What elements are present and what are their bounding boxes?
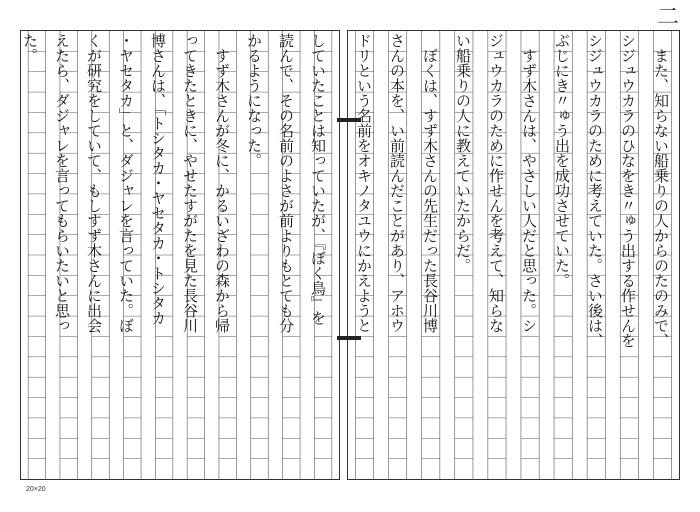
text-column: た。: [21, 33, 39, 63]
text-column: さんの本を、い前読んだことがあり、アホウ: [388, 33, 406, 333]
text-column: ぼくは、すず木さんの先生だった長谷川博: [421, 33, 439, 333]
grid-size-label: 20×20: [26, 486, 46, 493]
text-column: 読んで、その名前のよさが前よりもとても分: [277, 33, 295, 333]
text-column: ・ヤセタカ」と、ダジャレを言っていた。ぼ: [117, 33, 135, 333]
spine-tick-lower: [337, 336, 361, 340]
text-column: していたことは知っていたが、『ぼく鳥』を: [309, 33, 327, 326]
text-column: くが研究をしていて、もしすず木さんに出会: [85, 33, 103, 333]
text-column: い船乗りの人に教えていたからだ。: [454, 33, 472, 273]
text-column: えたら、ダジャレを言ってもらいたいと思っ: [53, 33, 71, 333]
text-column: シジュウカラのひなをき〃ゅう出する作せんを: [619, 33, 637, 348]
text-column: シジュウカラのために考えていた。さい後は、: [586, 33, 604, 348]
page-number: 二: [656, 5, 679, 30]
text-column: ぶじにき〃ゅう出を成功させていた。: [553, 33, 571, 288]
text-column: ドリという名前をオキノタユウにかえようと: [355, 33, 373, 333]
text-column: また、知らない船乗りの人からのたのみで、: [652, 33, 670, 348]
text-column: すず木さんは、やさしい人だと思った。シ: [520, 33, 538, 333]
text-column: 博さんは、「トシタカ・ヤセタカ・トシタカ: [149, 33, 167, 326]
text-column: ってきたときに、やせたすがたを見た長谷川: [181, 33, 199, 333]
text-column: すず木さんが冬に、かるいざわの森から帰: [213, 33, 231, 333]
text-column: ジュウカラのために作せんを考えて、知らな: [487, 33, 505, 333]
text-column: かるようになった。: [245, 33, 263, 168]
